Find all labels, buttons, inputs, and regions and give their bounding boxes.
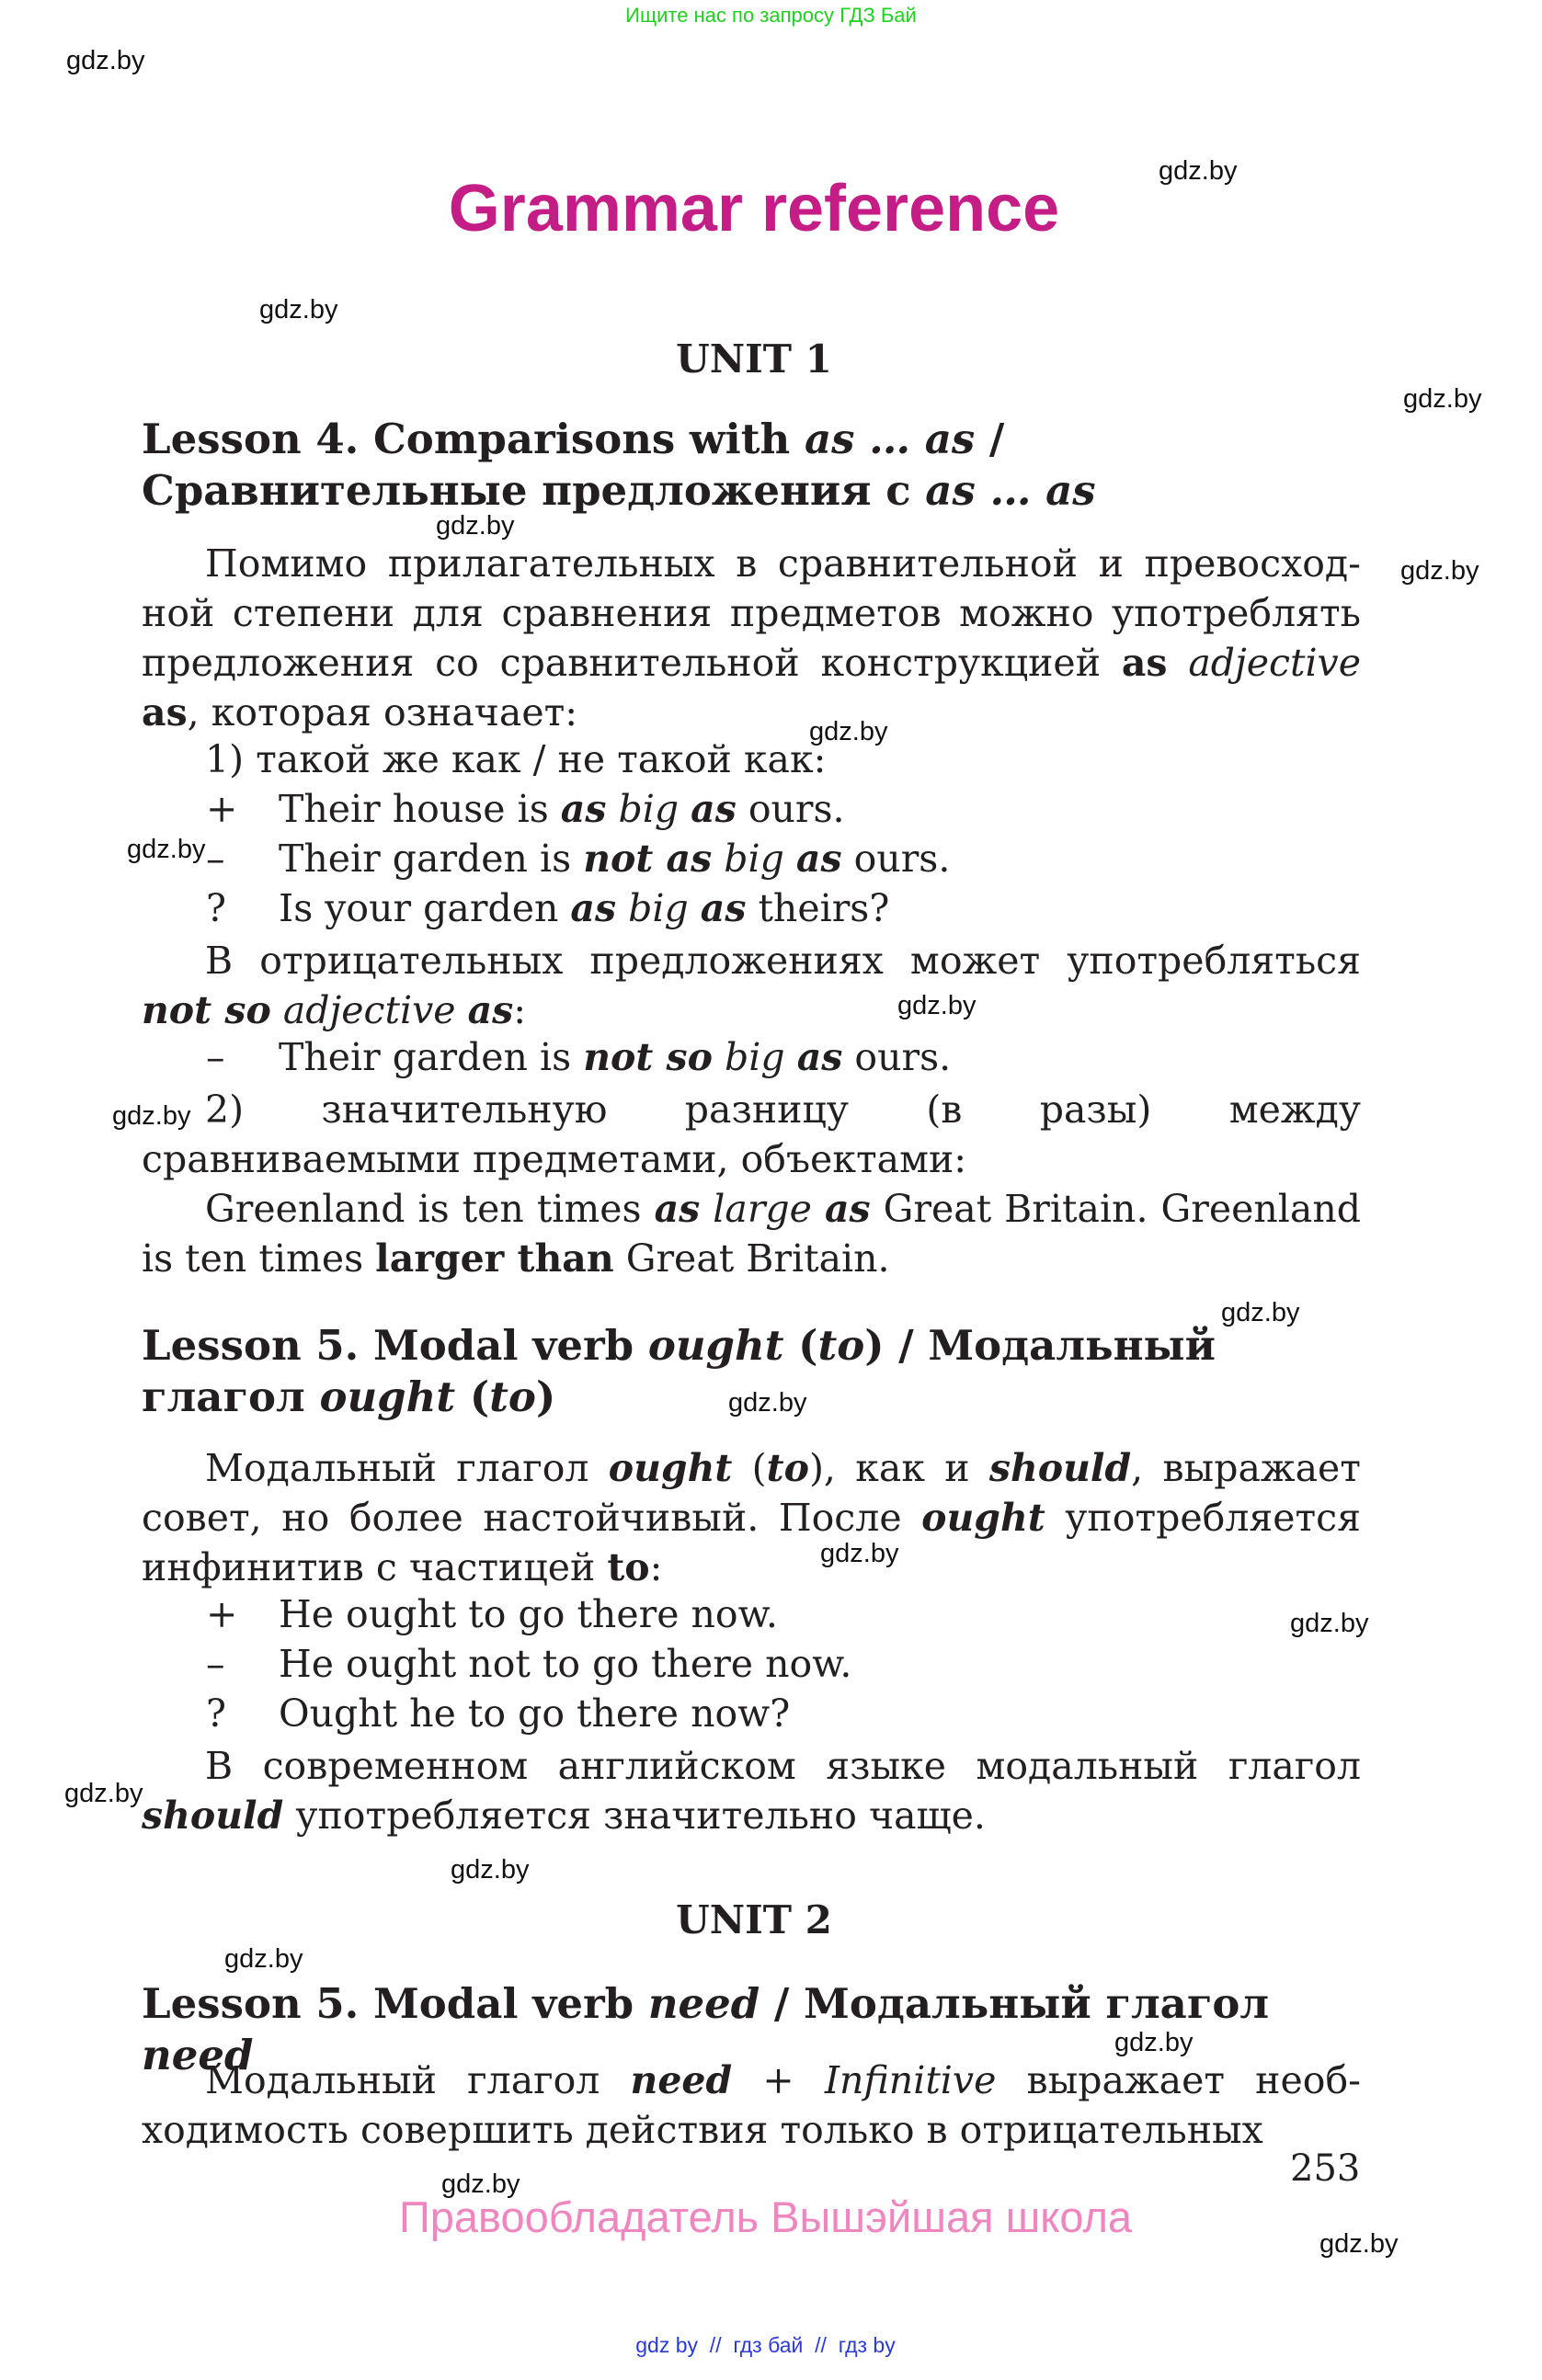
example-line: – Their garden is not so big as ours. bbox=[206, 1035, 952, 1079]
example-line: + Their house is as big as ours. bbox=[206, 787, 845, 831]
watermark: gdz.by bbox=[809, 717, 888, 746]
paragraph: Greenland is ten times as large as Great Britain. Greenland is ten times larger than Great Britain. bbox=[142, 1187, 1361, 1281]
watermark: gdz.by bbox=[224, 1944, 303, 1974]
page-number: 253 bbox=[1290, 2147, 1361, 2190]
watermark: gdz.by bbox=[64, 1779, 143, 1808]
paragraph: Модальный глагол ought (to), как и should, выражает совет, но более настойчивый. После ought употребляется инфинитив с частицей to: bbox=[142, 1446, 1361, 1589]
paragraph: В отрицательных предложениях может употребляться not so adjective as: bbox=[142, 939, 1361, 1032]
watermark: gdz.by bbox=[112, 1101, 191, 1131]
watermark: gdz.by bbox=[820, 1539, 899, 1568]
watermark: gdz.by bbox=[728, 1388, 807, 1418]
example-line: – Their garden is not as big as ours. bbox=[206, 837, 951, 881]
lesson-heading: Lesson 5. Modal verb ought (to) / Модальный глагол ought (to) bbox=[142, 1321, 1216, 1421]
watermark: gdz.by bbox=[1403, 384, 1482, 414]
paragraph: Помимо прилагательных в сравнительной и превосходной степени для сравнения предметов можно употреблять предложения со сравнительной конструкцией as adjective as, которая означает: bbox=[142, 541, 1361, 734]
watermark: gdz.by bbox=[1221, 1298, 1300, 1327]
watermark: gdz.by bbox=[897, 991, 977, 1020]
lesson-heading: Lesson 4. Comparisons with as … as / Сравнительные предложения с as … as bbox=[142, 415, 1096, 515]
watermark: gdz.by bbox=[66, 46, 145, 75]
paragraph: Модальный глагол need + Infinitive выражает необходимость совершить действия только в отрицательных bbox=[142, 2058, 1361, 2152]
example-line: + He ought to go there now. bbox=[206, 1592, 778, 1636]
watermark: gdz.by bbox=[1290, 1609, 1369, 1638]
watermark: gdz.by bbox=[1114, 2028, 1194, 2057]
top-banner: Ищите нас по запросу ГДЗ Бай bbox=[625, 4, 917, 27]
lesson-heading: Lesson 5. Modal verb need / Модальный глагол need bbox=[142, 1979, 1270, 2079]
unit-heading: UNIT 1 bbox=[676, 336, 832, 381]
watermark: gdz.by bbox=[259, 295, 338, 325]
watermark: gdz.by bbox=[1400, 556, 1479, 586]
paragraph: В современном английском языке модальный глагол should употребляется значительно чаще. bbox=[142, 1744, 1361, 1838]
example-line: ? Ought he to go there now? bbox=[206, 1691, 791, 1736]
watermark: gdz.by bbox=[1319, 2229, 1399, 2259]
example-line: ? Is your garden as big as theirs? bbox=[206, 886, 890, 930]
watermark: gdz.by bbox=[451, 1855, 530, 1885]
watermark: gdz.by bbox=[441, 2169, 520, 2199]
page-title: Grammar reference bbox=[448, 172, 1060, 245]
unit-heading: UNIT 2 bbox=[676, 1897, 832, 1942]
copyright-notice: Правообладатель Вышэйшая школа bbox=[398, 2192, 1133, 2241]
paragraph: 2) значительную разницу (в разы) между сравниваемыми предметами, объектами: bbox=[142, 1088, 1361, 1181]
watermark: gdz.by bbox=[127, 835, 206, 864]
list-item: 1) такой же как / не такой как: bbox=[205, 737, 827, 781]
footer-links[interactable]: gdz by // гдз бай // гдз by bbox=[635, 2333, 896, 2357]
watermark: gdz.by bbox=[436, 511, 515, 541]
watermark: gdz.by bbox=[1159, 156, 1238, 186]
example-line: – He ought not to go there now. bbox=[206, 1642, 852, 1686]
